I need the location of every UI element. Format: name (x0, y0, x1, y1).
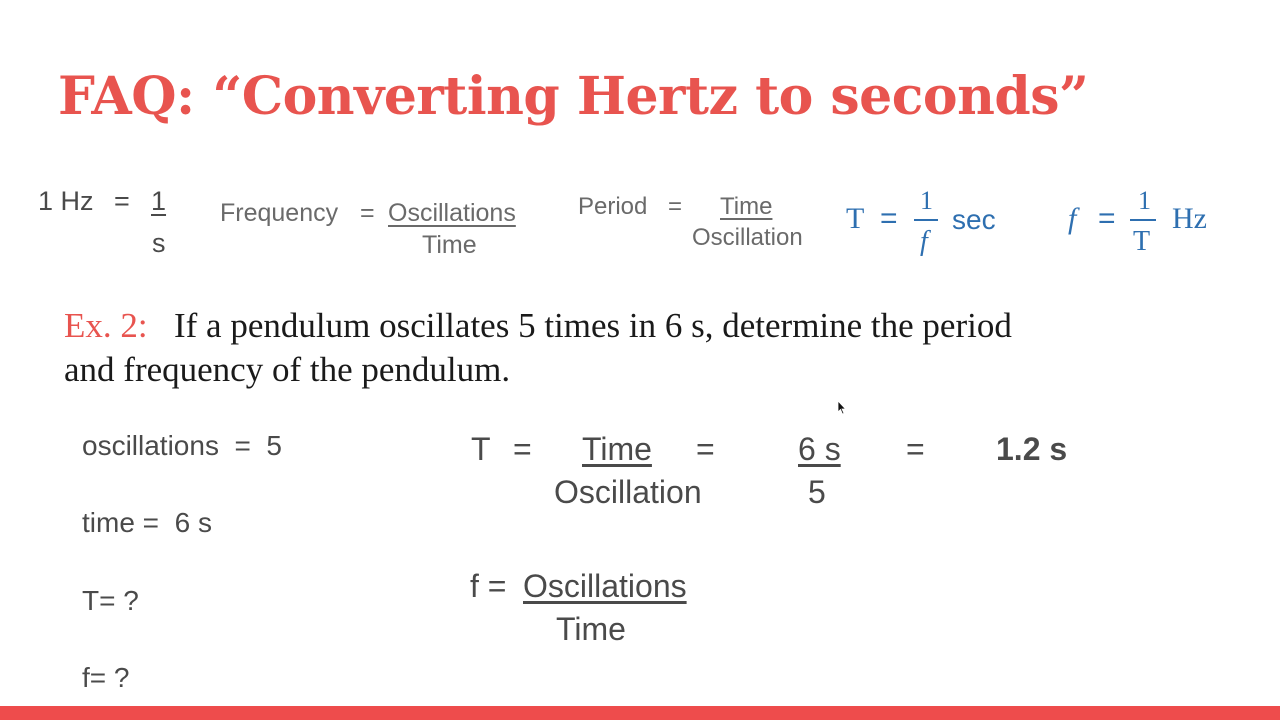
period-result: 1.2 s (996, 431, 1068, 467)
frequency-equals: = (360, 199, 375, 227)
example-line-2: and frequency of the pendulum. (64, 350, 511, 389)
period-numerator: Time (720, 193, 773, 220)
period-equals: = (668, 193, 683, 220)
period-calc-value-numerator: 6 s (798, 431, 841, 467)
frequency-denominator: Time (422, 231, 477, 259)
t-formula-lhs: T (846, 202, 865, 235)
f-formula-fraction-bar (1130, 219, 1156, 221)
period-denominator: Oscillation (692, 224, 803, 251)
frequency-numerator: Oscillations (388, 199, 516, 227)
t-formula-equals: = (880, 202, 898, 235)
f-formula-numerator: 1 (1138, 186, 1151, 215)
bottom-accent-bar (0, 706, 1280, 720)
t-formula-unit: sec (952, 204, 996, 235)
period-calc-equals-3: = (906, 431, 925, 467)
f-formula-equals: = (1098, 202, 1116, 235)
example-label: Ex. 2: (64, 306, 148, 345)
period-calc-equals-1: = (513, 431, 532, 467)
hz-numerator: 1 (151, 186, 167, 216)
t-formula-fraction-bar (914, 219, 938, 221)
freq-calc-numerator: Oscillations (523, 568, 687, 604)
t-formula-numerator: 1 (920, 186, 933, 215)
period-calc-denominator: Oscillation (554, 474, 702, 510)
hz-equals: = (114, 186, 130, 216)
f-formula-unit: Hz (1172, 202, 1207, 235)
given-frequency-unknown: f= ? (82, 662, 130, 693)
period-calc-equals-2: = (696, 431, 715, 467)
period-calc-value-denominator: 5 (808, 474, 826, 510)
period-lhs: Period (578, 193, 648, 220)
period-calc-lhs: T (471, 431, 491, 467)
freq-calc-denominator: Time (556, 611, 626, 647)
given-time: time = 6 s (82, 507, 212, 538)
hz-denominator: s (152, 228, 166, 258)
given-oscillations: oscillations = 5 (82, 430, 282, 461)
slide-title: FAQ: “Converting Hertz to seconds” (58, 66, 1089, 127)
f-formula-denominator: T (1133, 226, 1151, 257)
t-formula-denominator: f (920, 226, 928, 257)
example-line-1: If a pendulum oscillates 5 times in 6 s, determine the period (174, 306, 1012, 345)
f-formula-lhs: f (1068, 202, 1077, 235)
mouse-cursor-icon (837, 400, 847, 416)
period-calc-numerator: Time (582, 431, 652, 467)
given-period-unknown: T= ? (82, 585, 139, 616)
freq-calc-lhs: f = (470, 568, 507, 604)
hz-lhs: 1 Hz (38, 186, 94, 216)
frequency-lhs: Frequency (220, 199, 339, 227)
